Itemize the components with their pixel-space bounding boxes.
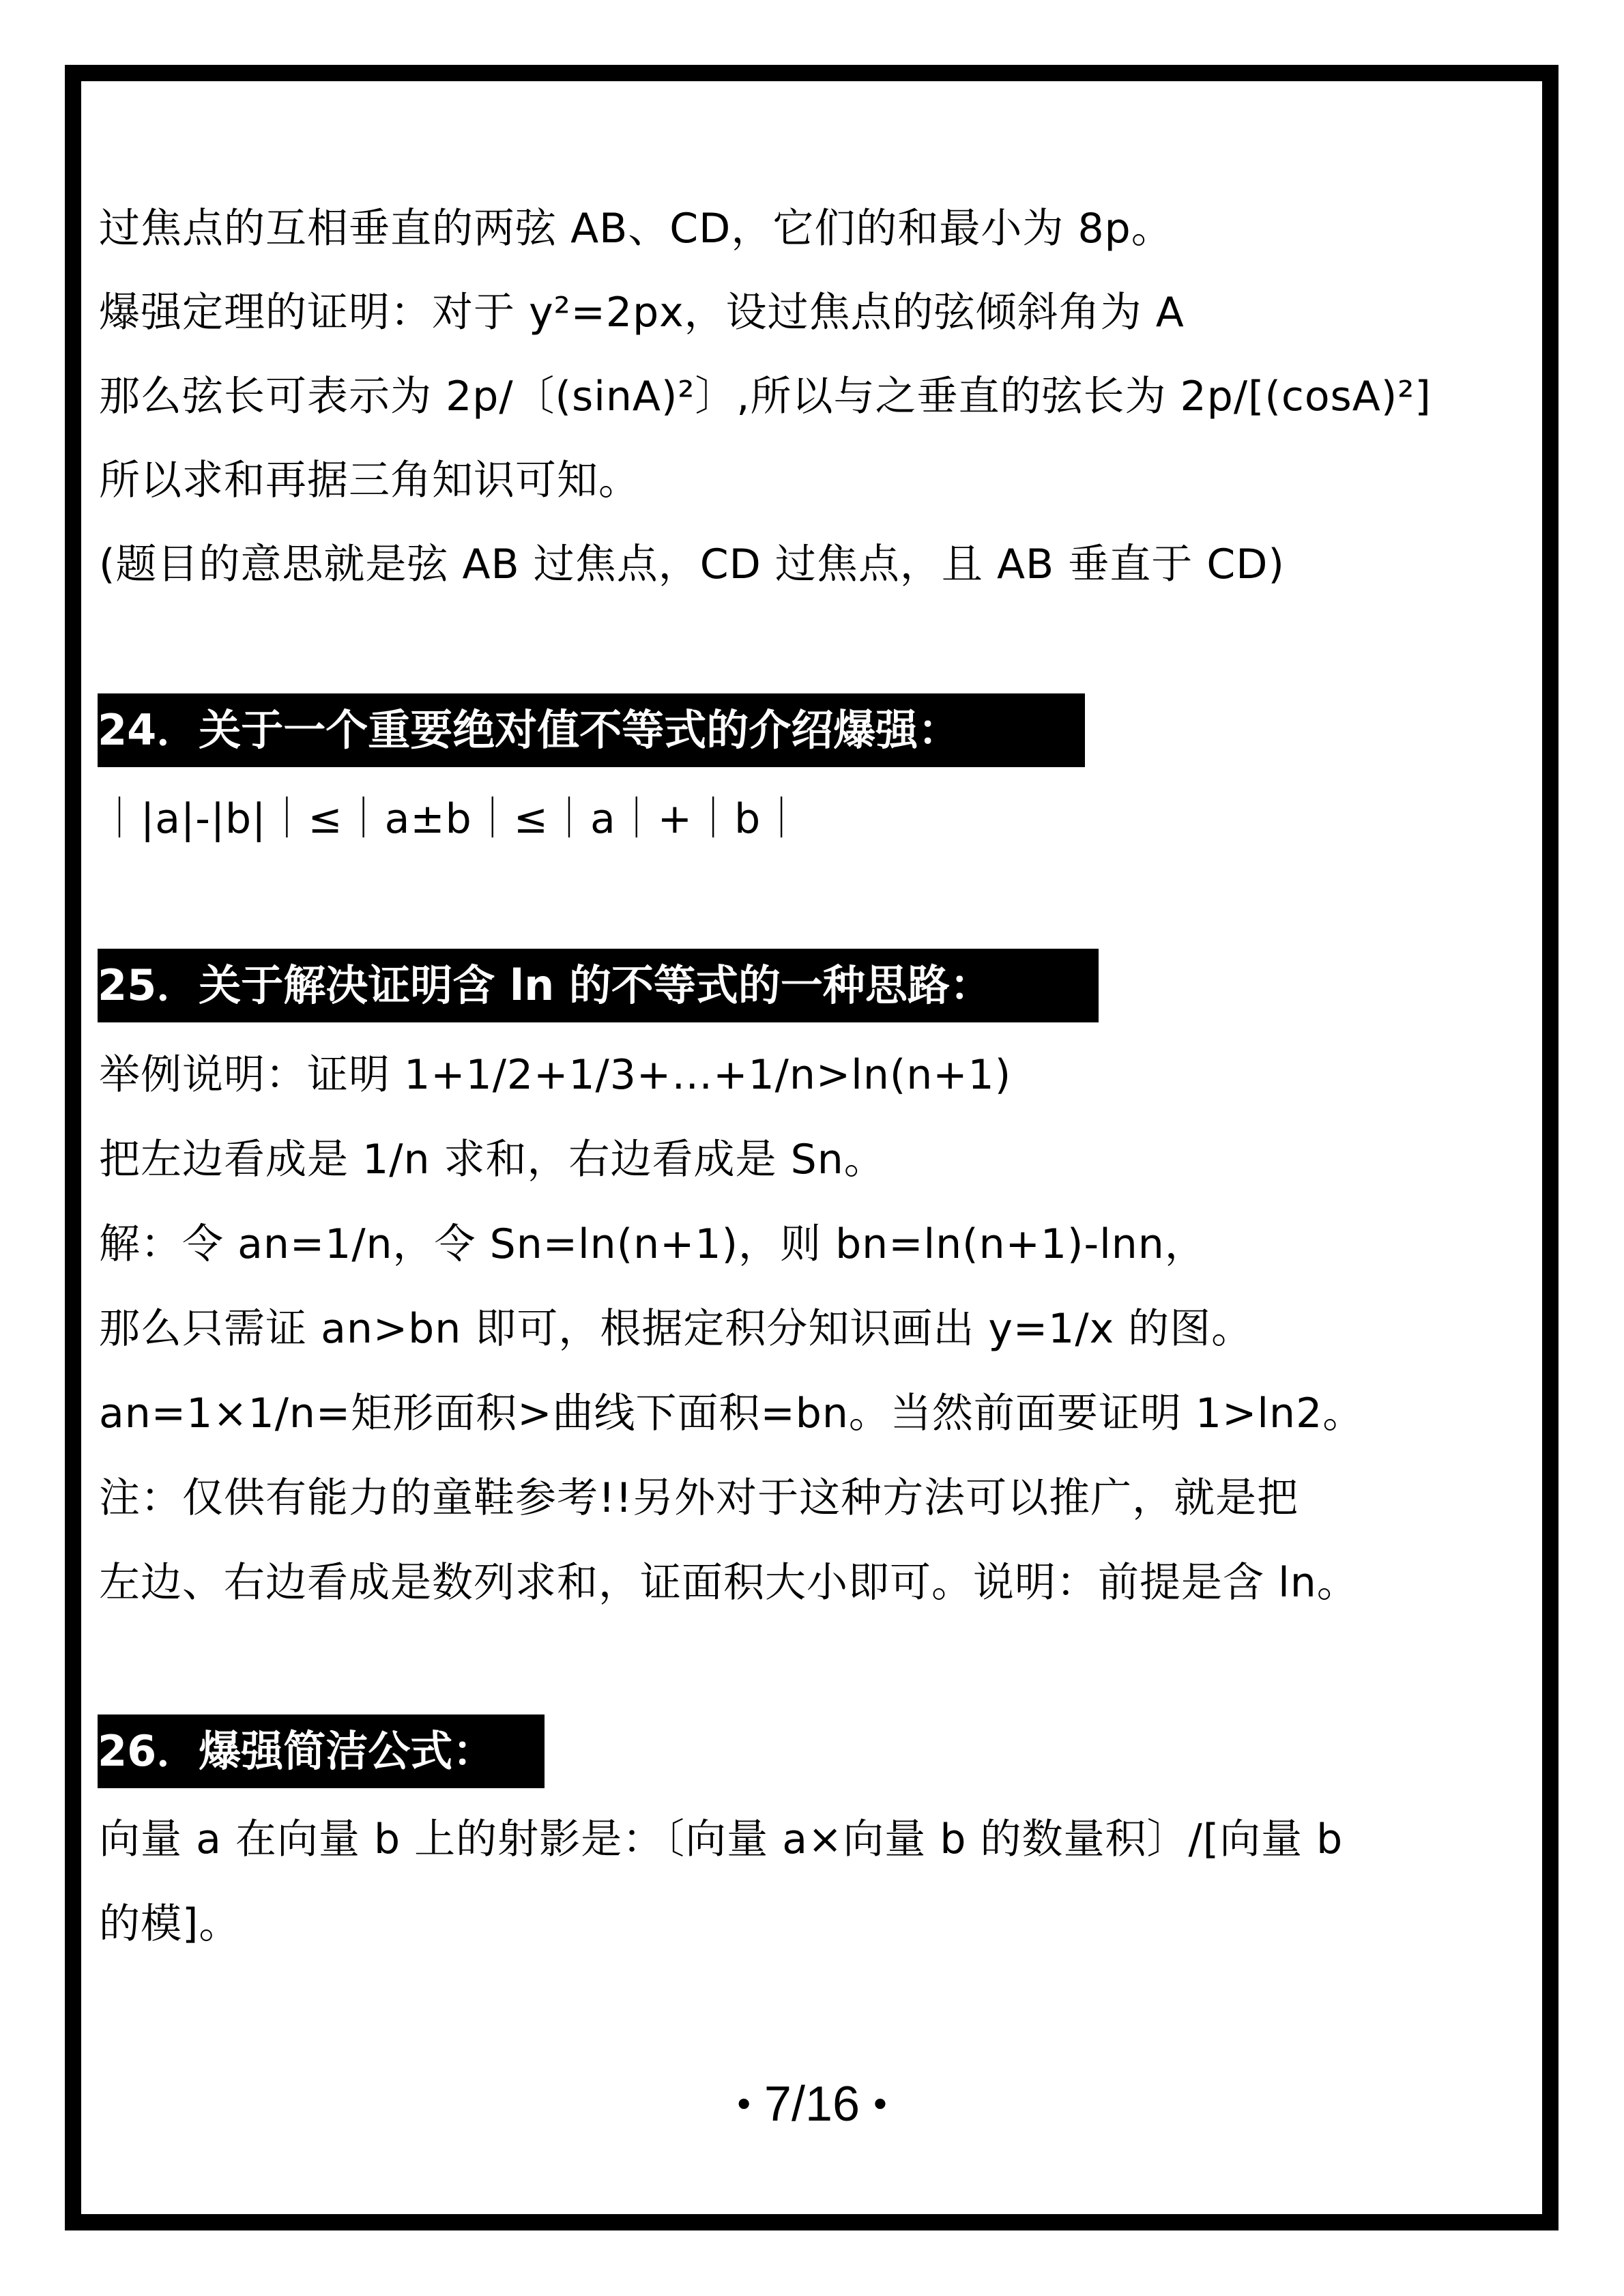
section-25-line-4: 那么只需证 an>bn 即可，根据定积分知识画出 y=1/x 的图。 <box>99 1305 1253 1353</box>
intro-line-4: 所以求和再据三角知识可知。 <box>99 457 640 504</box>
intro-line-2: 爆强定理的证明：对于 y²=2px，设过焦点的弦倾斜角为 A <box>99 289 1185 336</box>
intro-line-3: 那么弦长可表示为 2p/〔(sinA)²〕,所以与之垂直的弦长为 2p/[(cosA)²] <box>99 373 1432 420</box>
bullet-left-icon: • <box>737 2082 751 2125</box>
page-number-text: 7/16 <box>764 2077 860 2132</box>
section-25-line-5: an=1×1/n=矩形面积>曲线下面积=bn。当然前面要证明 1>ln2。 <box>99 1390 1365 1437</box>
intro-line-1: 过焦点的互相垂直的两弦 AB、CD，它们的和最小为 8p。 <box>99 205 1173 253</box>
bullet-right-icon: • <box>873 2082 887 2125</box>
section-24-line-1: ｜|a|-|b|｜≤｜a±b｜≤｜a｜+｜b｜ <box>99 795 803 843</box>
section-25-line-3: 解：令 an=1/n，令 Sn=ln(n+1)，则 bn=ln(n+1)-lnn， <box>99 1220 1206 1268</box>
section-25-line-2: 把左边看成是 1/n 求和，右边看成是 Sn。 <box>99 1136 886 1183</box>
section-25-line-1: 举例说明：证明 1+1/2+1/3+…+1/n>ln(n+1) <box>99 1051 1012 1099</box>
section-25-heading-text: 25．关于解决证明含 ln 的不等式的一种思路： <box>98 960 992 1010</box>
page-number <box>0 2076 1624 2132</box>
intro-line-5: (题目的意思就是弦 AB 过焦点，CD 过焦点，且 AB 垂直于 CD) <box>99 541 1285 588</box>
section-24-heading-text: 24．关于一个重要绝对值不等式的介绍爆强： <box>98 705 961 755</box>
section-26-line-1: 向量 a 在向量 b 上的射影是：〔向量 a×向量 b 的数量积〕/[向量 b <box>99 1816 1344 1863</box>
section-26-heading <box>98 1714 545 1788</box>
section-26-line-2: 的模]。 <box>99 1900 241 1948</box>
section-25-line-6: 注：仅供有能力的童鞋参考!!另外对于这种方法可以推广，就是把 <box>99 1474 1299 1522</box>
section-24-heading <box>98 693 1085 767</box>
section-26-heading-text: 26．爆强简洁公式： <box>98 1726 495 1776</box>
section-25-line-7: 左边、右边看成是数列求和，证面积大小即可。说明：前提是含 ln。 <box>99 1559 1359 1607</box>
section-25-heading <box>98 949 1099 1022</box>
